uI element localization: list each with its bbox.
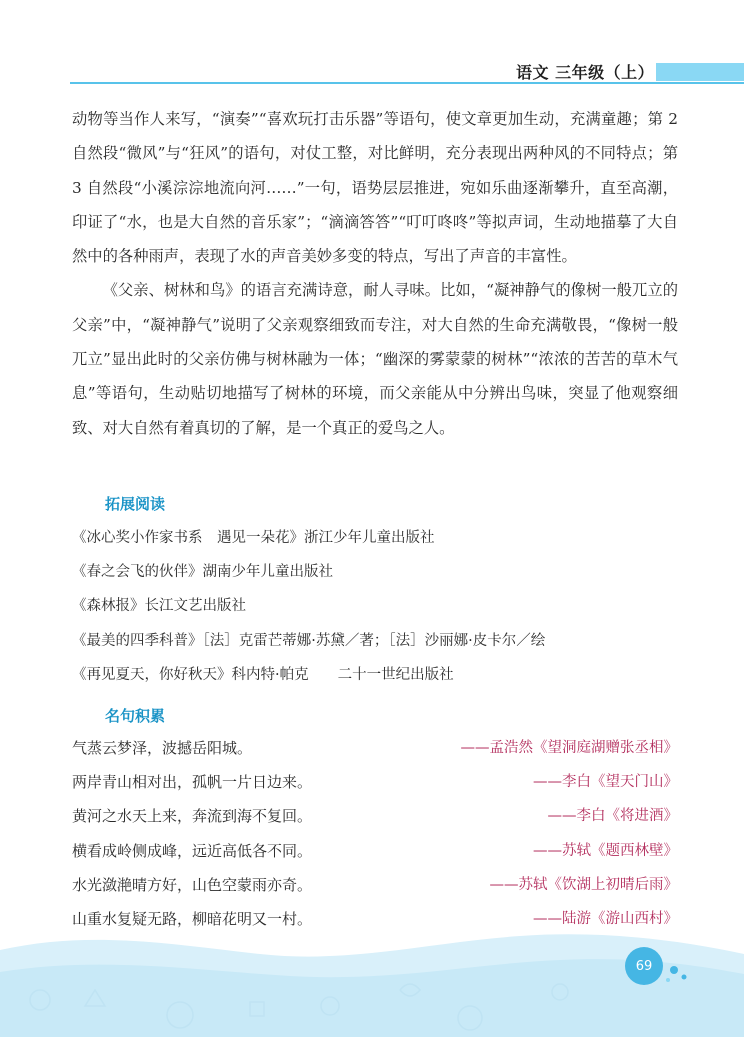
page-header-title: 语文 三年级（上） [516,63,655,82]
quote-text: 山重水复疑无路，柳暗花明又一村。 [72,909,313,928]
quote-row [72,874,678,908]
reading-item: 《春之会飞的伙伴》湖南少年儿童出版社 [72,564,333,581]
extended-reading-list [72,528,692,699]
page-number: 69 [635,959,653,974]
quote-text: 两岸青山相对出，孤帆一片日边来。 [72,773,313,792]
famous-quotes-list [72,737,678,942]
reading-item: 《再见夏天，你好秋天》科内特·帕克 二十一世纪出版社 [72,666,454,683]
quote-row [72,737,678,771]
famous-quotes-heading: 名句积累 [105,707,166,725]
paragraph-2: 《父亲、树林和鸟》的语言充满诗意，耐人寻味。比如，“凝神静气的像树一般兀立的父亲”中，“凝神静气”说明了父亲观察细致而专注，对大自然的生命充满敬畏，“像树一般兀立”显出此时的父亲仿佛与树林融为一体；“幽深的雾蒙蒙的树林”“浓浓的苦苦的草木气息”等语句，生动贴切地描写了树林的环境，而父亲能从中分辨出鸟味，突显了他观察细致、对大自然有着真切的了解，是一个真正的爱鸟之人。 [72,281,678,437]
body-text [72,102,678,445]
paragraph-1: 动物等当作人来写，“演奏”“喜欢玩打击乐器”等语句，使文章更加生动，充满童趣；第 2 自然段“微风”与“狂风”的语句，对仗工整，对比鲜明，充分表现出两种风的不同特点；第 3 自然段“小溪淙淙地流向河……”一句，语势层层推进，宛如乐曲逐渐攀升，直至高潮，印证了“水，也是大自然的音乐家”；“滴滴答答”“叮叮咚咚”等拟声词，生动地描摹了大自然中的各种雨声，表现了水的声音美妙多变的特点，写出了声音的丰富性。 [72,110,678,266]
reading-item: 《森林报》长江文艺出版社 [72,598,246,615]
quote-source: ——李白《将进酒》 [547,808,678,825]
header-accent-bar [656,63,744,81]
reading-item: 《冰心奖小作家书系 遇见一朵花》浙江少年儿童出版社 [72,530,435,546]
quote-text: 横看成岭侧成峰，远近高低各不同。 [72,841,313,860]
reading-item: 《最美的四季科普》［法］克雷芒蒂娜·苏黛／著；［法］沙丽娜·皮卡尔／绘 [72,632,546,649]
quote-source: ——李白《望天门山》 [533,774,678,791]
quote-text: 气蒸云梦泽，波撼岳阳城。 [72,739,253,757]
quote-source: ——苏轼《饮湖上初晴后雨》 [489,876,678,893]
quote-row [72,805,678,839]
quote-source: ——陆游《游山西村》 [533,910,678,927]
quote-source: ——苏轼《题西林壁》 [533,842,678,859]
quote-row [72,840,678,874]
quote-text: 黄河之水天上来，奔流到海不复回。 [72,807,313,826]
quote-text: 水光潋滟晴方好，山色空蒙雨亦奇。 [72,875,313,894]
extended-reading-heading: 拓展阅读 [105,495,166,513]
quote-row [72,771,678,805]
bottom-wave-decoration [0,920,744,1037]
quote-source: ——孟浩然《望洞庭湖赠张丞相》 [460,740,678,756]
